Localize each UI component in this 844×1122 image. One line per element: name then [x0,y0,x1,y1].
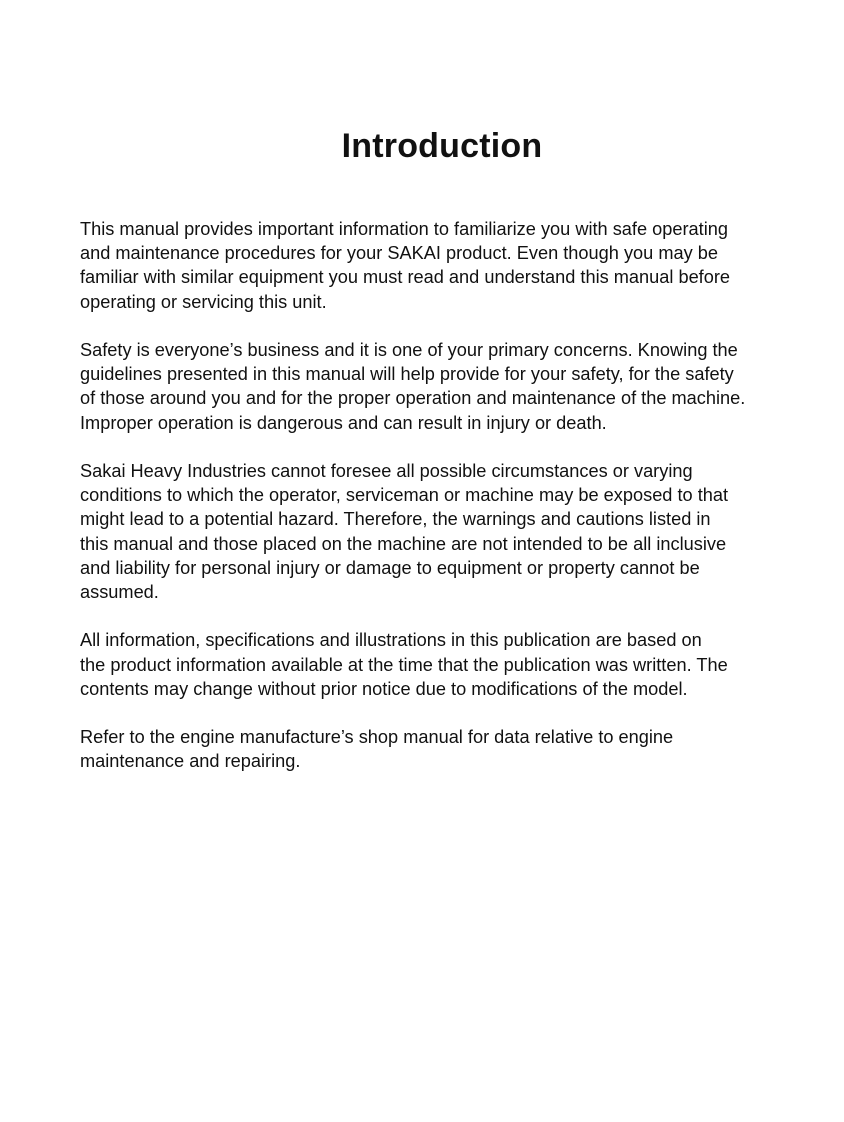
intro-body [80,217,804,774]
text-line: All information, specifications and illustrations in this publication are based on [80,630,702,651]
text-line: contents may change without prior notice due to modifications of the model. [80,678,688,699]
text-line: familiar with similar equipment you must read and understand this manual before [80,267,731,288]
text-line: This manual provides important information to familiarize you with safe operating [80,219,728,239]
text-line: conditions to which the operator, serviceman or machine may be exposed to that [80,485,729,506]
text-line: Safety is everyone’s business and it is one of your primary concerns. Knowing the [80,340,738,360]
text-line: guidelines presented in this manual will help provide for your safety, for the safety [80,364,734,385]
text-line: assumed. [80,582,159,603]
text-line: maintenance and repairing. [80,751,301,772]
text-line: might lead to a potential hazard. Therefore, the warnings and cautions listed in [80,509,711,530]
text-line: Sakai Heavy Industries cannot foresee all possible circumstances or varying [80,461,693,481]
text-line: and maintenance procedures for your SAKAI product. Even though you may be [80,243,718,264]
paragraph-purpose [80,217,804,314]
text-line: this manual and those placed on the machine are not intended to be all inclusive [80,533,727,554]
paragraph-safety [80,338,804,435]
text-line: Refer to the engine manufacture’s shop manual for data relative to engine [80,727,674,748]
text-line: Improper operation is dangerous and can result in injury or death. [80,412,607,433]
paragraph-liability [80,459,804,604]
text-line: the product information available at the time that the publication was written. The [80,654,728,675]
paragraph-engine-manual [80,725,804,773]
text-line: operating or servicing this unit. [80,291,327,312]
text-line: and liability for personal injury or damage to equipment or property cannot be [80,557,700,578]
paragraph-information [80,628,804,701]
page-title: Introduction [341,127,543,165]
text-line: of those around you and for the proper operation and maintenance of the machine. [80,388,746,409]
